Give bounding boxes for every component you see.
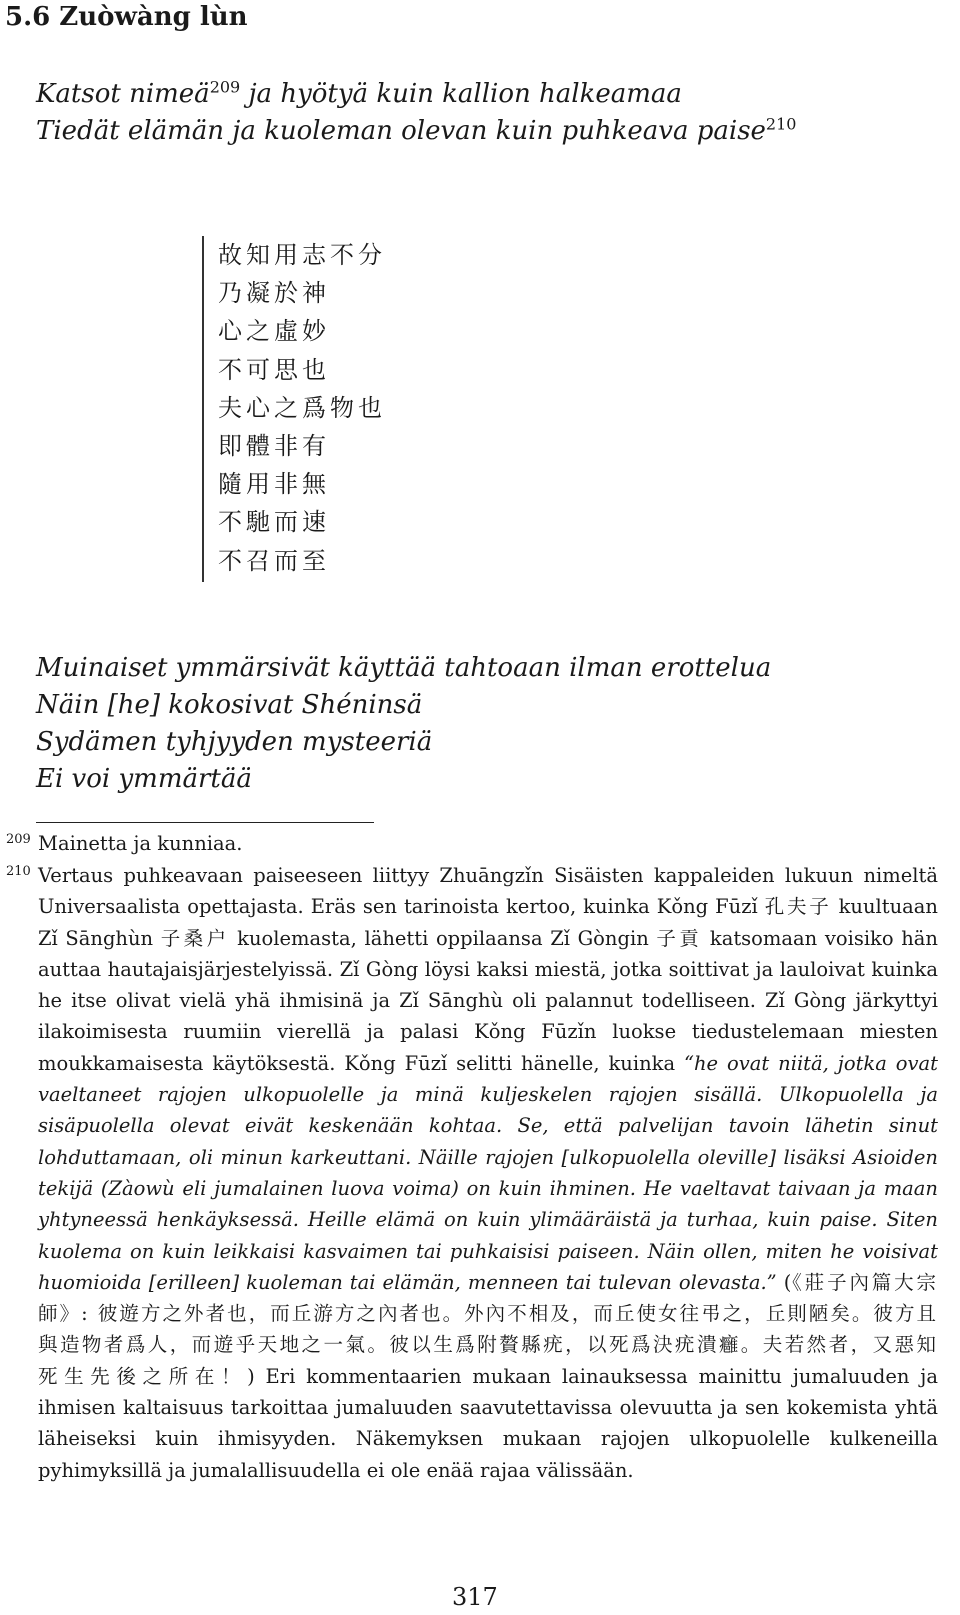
footnote-divider — [36, 822, 374, 823]
verse-line: Katsot nimeä$^{209}$ ja hyötyä kuin kallion halkeamaa — [36, 77, 682, 109]
footnote-ref-210[interactable]: 210 — [765, 114, 797, 134]
chinese-verse-line: 不馳而速 — [218, 508, 330, 537]
chinese-source-quote: 《莊子內篇大宗師》: 彼遊方之外者也，而丘游方之內者也。外內不相及，而丘使女往弔之，丘則陋矣。彼方且與造物者爲人，而遊乎天地之一氣。彼以生爲附贅縣疣，以死爲決疣潰癰。夫若然者，又惡知死生先後之所在！ — [38, 1270, 938, 1388]
chinese-verse-block — [202, 236, 464, 582]
chinese-verse-line: 故知用志不分 — [218, 241, 386, 269]
quotation: “he ovat niitä, jotka ovat vaeltaneet rajojen ulkopuolelle ja minä kuljeskelen rajojen sisällä. Ulkopuolella ja sisäpuolella olevat eivät keskenään kohtaa. Se, että palvelijan tavoin lähetin sinut lohduttamaan, oli minun karkeuttani. Näille rajojen [ulkopuolella oleville] lisäksi Asioiden tekijä (Zàowù eli jumalainen luova voima) on kuin ihminen. He vaeltavat taivaan ja maan yhtyneessä henkäyksessä. Heille elämä on kuin ylimääräistä ja turhaa, kuin paise. Siten kuolema on kuin leikkaisi kasvaimen tai puhkaisisi paiseen. Näin ollen, miten he voisivat huomioida [erilleen] kuoleman tai elämän, menneen tai tulevan olevasta.” — [38, 1051, 938, 1294]
page-number: 317 — [452, 1583, 498, 1611]
chinese-verse-line: 不召而至 — [218, 546, 330, 575]
chinese-verse-line: 不可思也 — [218, 355, 330, 384]
chinese-name: 子桑户 — [160, 926, 230, 950]
verse-top — [36, 76, 796, 150]
verse-line: Tiedät elämän ja kuoleman olevan kuin puhkeava paise$^{210}$ — [36, 114, 797, 146]
chinese-name: 子貢 — [656, 926, 703, 950]
section-heading: 5.6 Zuòwàng lùn — [5, 2, 248, 32]
verse-line: Sydämen tyhjyyden mysteeriä — [36, 727, 433, 757]
footnote-210: 210 Vertaus puhkeavaan paiseeseen liittyy Zhuāngzǐn Sisäisten kappaleiden lukuun nimeltä Universaalista opettajasta. Eräs sen tarinoista kertoo, kuinka Kǒng Fūzǐ 孔夫子 kuultuaan Zǐ Sānghùn 子桑户 kuolemasta, lähetti oppilaansa Zǐ Gòngin 子貢 katsomaan voisiko hän auttaa hautajaisjärjestelyissä. Zǐ Gòng löysi kaksi miestä, jotka soittivat ja lauloivat kuinka he itse olivat vielä yhä ihmisinä ja Zǐ Sānghù oli palannut todelliseen. Zǐ Gòng järkyttyi ilakoimisesta ruumiin vierellä ja palasi Kǒng Fūzǐn luokse tiedustelemaan miesten moukkamaisesta käytöksestä. Kǒng Fūzǐ selitti hänelle, kuinka “he ovat niitä, jotka ovat vaeltaneet rajojen ulkopuolelle ja minä kuljeskelen rajojen sisällä. Ulkopuolella ja sisäpuolella olevat eivät keskenään kohtaa. Se, että palvelijan tavoin lähetin sinut lohduttamaan, oli minun karkeuttani. Näille rajojen [ulkopuolella oleville] lisäksi Asioiden tekijä (Zàowù eli jumalainen luova voima) on kuin ihminen. He vaeltavat taivaan ja maan yhtyneessä henkäyksessä. Heille elämä on kuin ylimääräistä ja turhaa, kuin paise. Siten kuolema on kuin leikkaisi kasvaimen tai puhkaisisi paiseen. Näin ollen, miten he voisivat huomioida [erilleen] kuoleman tai elämän, menneen tai tulevan olevasta.” (《莊子內篇大宗師》: 彼遊方之外者也，而丘游方之內者也。外內不相及，而丘使女往弔之，丘則陋矣。彼方且與造物者爲人，而遊乎天地之一氣。彼以生爲附贅縣疣，以死爲決疣潰癰。夫若然者，又惡知死生先後之所在！) Eri kommentaarien mukaan lainauksessa mainittu jumaluuden ja ihmisen kaltaisuus tarkoittaa jumaluuden saavutettavissa olevuutta ja sen kokemista yhtä läheiseksi kuin ihmisyyden. Näkemyksen mukaan rajojen ulkopuolelle kulkeneilla pyhimyksillä ja jumalallisuudella ei ole enää rajaa välissään. — [6, 863, 938, 1482]
footnote-ref-209[interactable]: 209 — [209, 77, 241, 97]
chinese-verse-line: 即體非有 — [218, 432, 330, 461]
chinese-verse-line: 隨用非無 — [218, 470, 330, 499]
chinese-verse-line: 心之虛妙 — [218, 317, 330, 346]
verse-line: Muinaiset ymmärsivät käyttää tahtoaan ilman erottelua — [36, 653, 772, 683]
verse-line: Näin [he] kokosivat Shéninsä — [36, 690, 423, 720]
chinese-name: 孔夫子 — [764, 895, 832, 919]
verse-line: Ei voi ymmärtää — [36, 764, 252, 794]
chinese-verse-line: 夫心之爲物也 — [218, 393, 386, 422]
chinese-verse-line: 乃凝於神 — [218, 279, 330, 308]
footnote-209: 209 Mainetta ja kunniaa. — [6, 831, 243, 855]
verse-bottom — [36, 650, 771, 798]
